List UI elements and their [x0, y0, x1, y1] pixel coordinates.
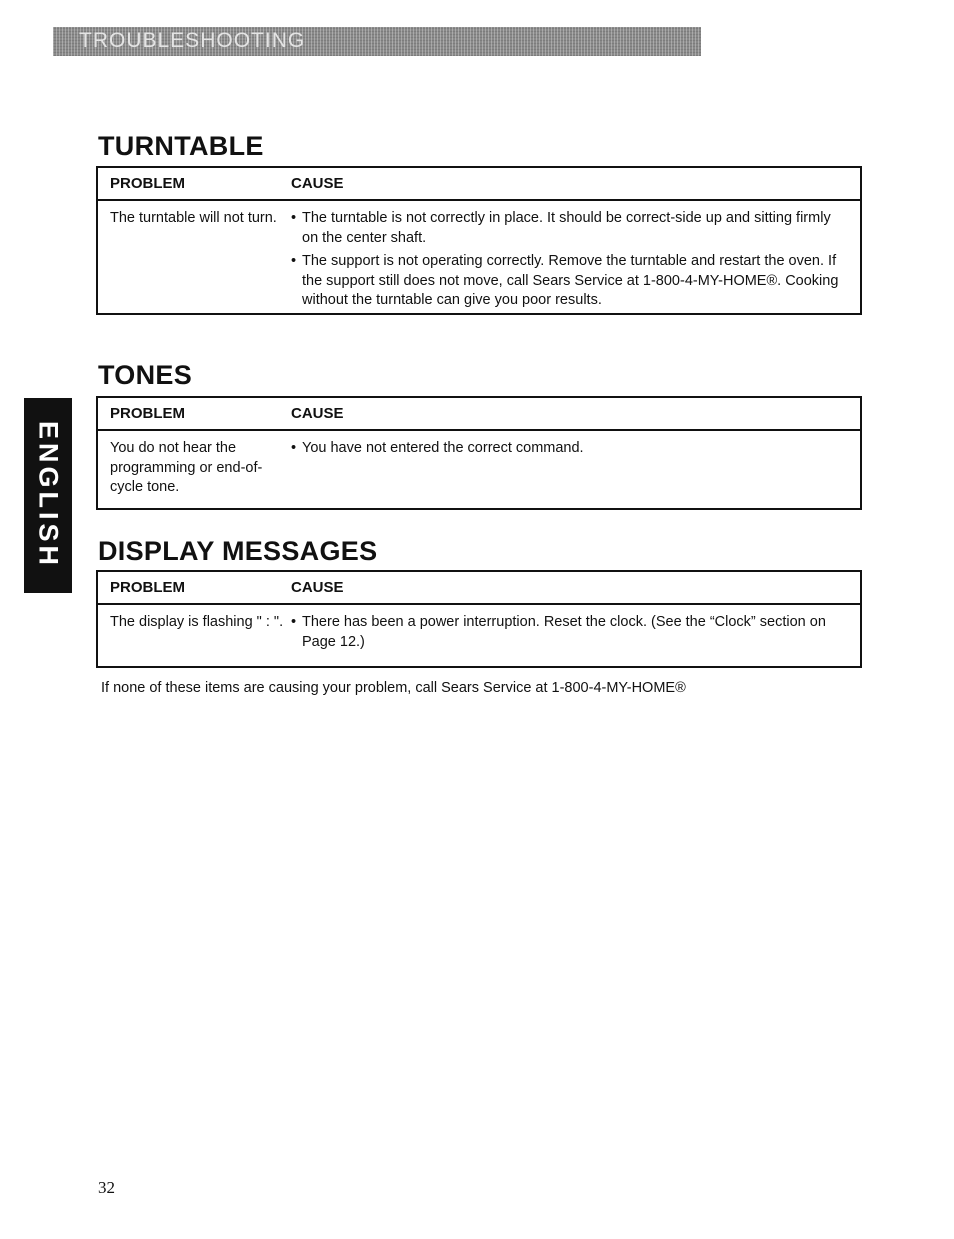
cause-item [291, 252, 842, 311]
tones-table [96, 396, 862, 510]
bullet-glyph: • [291, 440, 297, 456]
cause-cell [291, 613, 860, 656]
problem-column-header: PROBLEM [110, 405, 185, 422]
cause-text: You have not entered the correct command. [302, 440, 584, 456]
turntable-heading: TURNTABLE [98, 131, 264, 161]
cause-text: The support is not operating correctly. Remove the turntable and restart the oven. If the support still does not move, call Sears Service at 1-800-4-MY-HOME®. Cooking without the turntable can give you poor results. [302, 253, 839, 308]
table-header-row [98, 168, 860, 201]
bullet-glyph: • [291, 210, 297, 226]
section-header-bar [53, 27, 701, 56]
table-row [98, 605, 860, 666]
cause-cell [291, 439, 860, 498]
table-header-row [98, 572, 860, 605]
section-header-title: TROUBLESHOOTING [79, 29, 306, 52]
problem-cell: You do not hear the programming or end-of-cycle tone. [110, 440, 263, 495]
cause-column-header: CAUSE [291, 579, 344, 596]
problem-cell: The turntable will not turn. [110, 210, 277, 226]
problem-column-header: PROBLEM [110, 579, 185, 596]
page-number: 32 [98, 1178, 115, 1197]
table-row [98, 201, 860, 313]
cause-cell [291, 209, 860, 308]
table-row [98, 431, 860, 508]
tones-heading: TONES [98, 360, 193, 390]
bullet-glyph: • [291, 253, 297, 269]
cause-item [291, 613, 842, 652]
cause-column-header: CAUSE [291, 405, 344, 422]
turntable-table [96, 166, 862, 315]
cause-column-header: CAUSE [291, 175, 344, 192]
language-side-tab [24, 398, 72, 593]
cause-item [291, 209, 842, 248]
display-messages-heading: DISPLAY MESSAGES [98, 536, 378, 566]
bullet-glyph: • [291, 614, 297, 630]
cause-item [291, 439, 842, 459]
footer-note: If none of these items are causing your problem, call Sears Service at 1-800-4-MY-HOME® [101, 680, 686, 696]
table-header-row [98, 398, 860, 431]
problem-column-header: PROBLEM [110, 175, 185, 192]
cause-text: There has been a power interruption. Reset the clock. (See the “Clock” section on Page 12.) [302, 614, 826, 650]
problem-cell: The display is flashing " : ". [110, 614, 284, 630]
display-messages-table [96, 570, 862, 668]
cause-text: The turntable is not correctly in place. It should be correct-side up and sitting firmly on the center shaft. [302, 210, 831, 246]
language-tab-label: ENGLISH [33, 420, 64, 570]
